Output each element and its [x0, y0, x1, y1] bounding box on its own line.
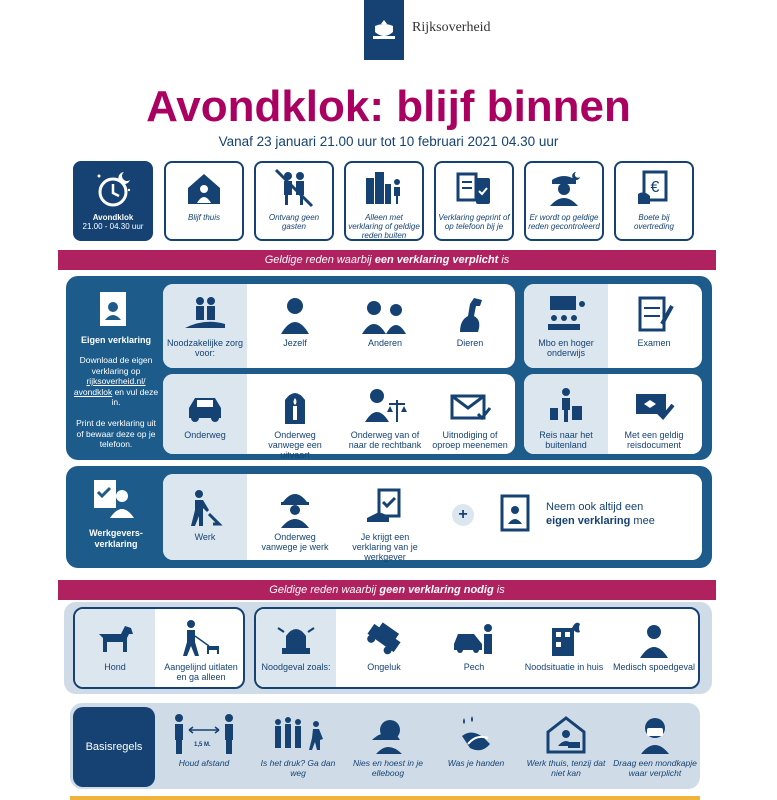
care-hands-icon: [165, 290, 245, 338]
moon-clock-icon: [75, 163, 151, 213]
work-cell: Werk: [165, 484, 245, 542]
check-box: Er wordt op geldige reden gecontroleerd: [524, 161, 604, 241]
curfew-box: Avondklok 21.00 - 04.30 uur: [73, 161, 153, 241]
house-person-icon: [166, 163, 242, 213]
fine-box: € Boete bij overtreding: [614, 161, 694, 241]
siren-icon: [256, 614, 336, 662]
helmet-worker-icon: [255, 484, 335, 532]
dog-icon: [75, 614, 155, 662]
traveler-suitcase-icon: [526, 382, 606, 430]
mbo-cell: Mbo en hoger onderwijs: [526, 290, 606, 358]
home-laptop-icon: [524, 710, 608, 758]
page-title: Avondklok: blijf binnen: [146, 82, 631, 131]
basic-rules-title: Basisregels: [73, 707, 155, 787]
wash-cell: Was je handen: [436, 710, 516, 768]
own-declaration-note: Neem ook altijd een eigen verklaring mee: [546, 501, 655, 527]
candle-icon: [255, 382, 335, 430]
abroad-cell: Reis naar het buitenland: [526, 382, 606, 450]
declaration-document-icon: [96, 290, 132, 328]
envelope-check-icon: [430, 382, 510, 430]
declaration-box: Verklaring geprint of op telefoon bij je: [434, 161, 514, 241]
accident-cell: Ongeluk: [344, 614, 424, 672]
eigen-verklaring-title: Eigen verklaring: [80, 335, 152, 345]
self-cell: Jezelf: [255, 290, 335, 348]
person-outside-icon: [346, 163, 422, 213]
dog-cell: Hond: [75, 614, 155, 672]
exam-cell: Examen: [614, 290, 694, 348]
banner-declaration-required: Geldige reden waarbij een verklaring verplicht is: [58, 250, 716, 270]
werkgever-title: Werkgevers-verklaring: [89, 528, 143, 549]
svg-text:€: €: [650, 179, 660, 196]
classroom-icon: [526, 290, 606, 338]
employer-decl-cell: Je krijgt een verklaring van je werkgever: [345, 484, 425, 562]
funeral-cell: Onderweg vanwege een uitvaart: [255, 382, 335, 460]
employer-declaration-icon: [92, 478, 136, 518]
hand-document-icon: [345, 484, 425, 532]
car-breakdown-icon: [434, 614, 514, 662]
distance-sign: 1,5 M.: [194, 742, 211, 748]
police-icon: [526, 163, 602, 213]
page-subtitle: Vanaf 23 januari 21.00 uur tot 10 februari 2021 04.30 uur: [218, 134, 559, 149]
walking-dog-icon: [160, 614, 242, 662]
distance-icon: [164, 710, 244, 758]
sneeze-cell: Nies en hoest in je elleboog: [348, 710, 428, 778]
others-cell: Anderen: [345, 290, 425, 348]
rijksoverheid-logo: [364, 0, 404, 60]
distance-cell: 1,5 M. Houd afstand: [164, 710, 244, 768]
breakdown-cell: Pech: [434, 614, 514, 672]
invite-cell: Uitnodiging of oproep meenemen: [430, 382, 510, 450]
sneeze-elbow-icon: [348, 710, 428, 758]
burning-building-icon: [524, 614, 604, 662]
emergency-cell: Noodgeval zoals:: [256, 614, 336, 672]
outside-box: Alleen met verklaring of geldige reden buiten: [344, 161, 424, 241]
travel-doc-cell: Met een geldig reisdocument: [614, 382, 694, 450]
dog-sitting-icon: [430, 290, 510, 338]
onderweg-cell: Onderweg: [165, 382, 245, 440]
crowd-cell: Is het druk? Ga dan weg: [258, 710, 338, 778]
work-commute-cell: Onderweg vanwege je werk: [255, 484, 335, 552]
care-cell: Noodzakelijke zorg voor:: [165, 290, 245, 358]
home-emergency-cell: Noodsituatie in huis: [524, 614, 604, 672]
exam-paper-icon: [614, 290, 694, 338]
stay-home-box: Blijf thuis: [164, 161, 244, 241]
leash-cell: Aangelijnd uitlaten en ga alleen: [160, 614, 242, 682]
animals-cell: Dieren: [430, 290, 510, 348]
document-phone-icon: [436, 163, 512, 213]
brand-name: Rijksoverheid: [412, 20, 491, 35]
ticket-check-icon: [614, 382, 694, 430]
elderly-child-icon: [345, 290, 425, 338]
plus-sign: +: [452, 504, 474, 526]
wash-hands-icon: [436, 710, 516, 758]
no-guests-icon: [256, 163, 332, 213]
medical-cell: Medisch spoedgeval: [612, 614, 696, 672]
work-home-cell: Werk thuis, tenzij dat niet kan: [524, 710, 608, 778]
no-guests-box: Ontvang geen gasten: [254, 161, 334, 241]
banner-no-declaration: Geldige reden waarbij geen verklaring nodig is: [58, 580, 716, 600]
own-declaration-icon: [500, 494, 530, 532]
face-mask-icon: [612, 710, 698, 758]
mask-cell: Draag een mondkapje waar verplicht: [612, 710, 698, 778]
doctor-icon: [612, 614, 696, 662]
scales-justice-icon: [345, 382, 425, 430]
car-icon: [165, 382, 245, 430]
crashed-car-icon: [344, 614, 424, 662]
fine-euro-icon: [616, 163, 692, 213]
crowd-icon: [258, 710, 338, 758]
court-cell: Onderweg van of naar de rechtbank: [345, 382, 425, 450]
crest-icon: [369, 17, 399, 43]
worker-shovel-icon: [165, 484, 245, 532]
eigen-verklaring-text: Download de eigen verklaring op rijksoverheid.nl/ avondklok en vul deze in. Print de verklaring uit of bewaar deze op je telefoon.: [73, 355, 159, 449]
bottom-strip: [70, 796, 700, 800]
person-icon: [255, 290, 335, 338]
download-link[interactable]: rijksoverheid.nl/ avondklok: [73, 376, 146, 397]
